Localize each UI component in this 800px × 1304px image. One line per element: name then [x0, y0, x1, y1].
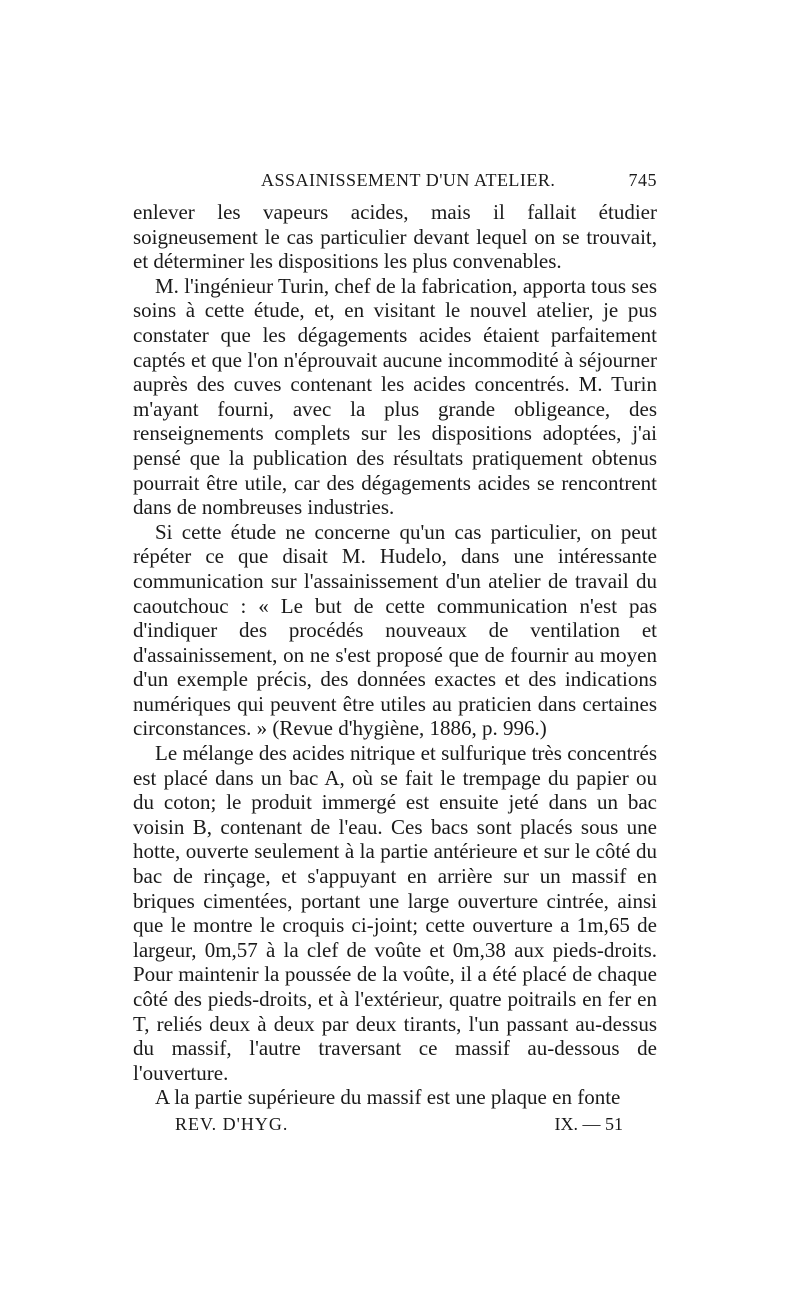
page-number: 745	[628, 170, 657, 190]
paragraph-cast-iron-plate: A la partie supérieure du massif est une plaque en fonte	[155, 1085, 621, 1110]
running-title: ASSAINISSEMENT D'UN ATELIER.	[261, 170, 556, 190]
page-header	[133, 170, 657, 194]
page-footer	[175, 1114, 623, 1142]
paragraph-acid-mixture: Le mélange des acides nitrique et sulfurique très concentrés est placé dans un bac A, où se fait le trempage du papier ou du coton; le produit immergé est ensuite jeté dans un bac voisin B, contenant de l'eau. Ces bacs sont placés sous une hotte, ouverte seulement à la partie antérieure et sur le côté du bac de rinçage, et s'appuyant en arrière sur un massif en briques cimentées, portant une large ouverture cintrée, ainsi que le montre le croquis ci-joint; cette ouverture a 1m,65 de largeur, 0m,57 à la clef de voûte et 0m,38 aux pieds-droits. Pour maintenir la poussée de la voûte, il a été placé de chaque côté des pieds-droits, et à l'extérieur, quatre poitrails en fer en T, reliés deux à deux par deux tirants, l'un passant au-dessus du massif, l'autre traversant ce massif au-dessous de l'ouverture.	[133, 741, 657, 1085]
journal-signature: REV. D'HYG.	[175, 1114, 289, 1134]
paragraph-turin: M. l'ingénieur Turin, chef de la fabrication, apporta tous ses soins à cette étude, et, en visitant le nouvel atelier, je pus constater que les dégagements acides étaient parfaitement captés et que l'on n'éprouvait aucune incommodité à séjourner auprès des cuves contenant les acides concentrés. M. Turin m'ayant fourni, avec la plus grande obligeance, des renseignements complets sur les dispositions adoptées, j'ai pensé que la publication des résultats pratiquement obtenus pourrait être utile, car des dégagements acides se rencontrent dans de nombreuses industries.	[133, 273, 657, 520]
paragraph-hudelo-quote: Si cette étude ne concerne qu'un cas particulier, on peut répéter ce que disait M. Hudelo, dans une intéressante communication sur l'assainissement d'un atelier de travail du caoutchouc : « Le but de cette communication n'est pas d'indiquer des procédés nouveaux de ventilation et d'assainissement, on ne s'est proposé que de fournir au moyen d'un exemple précis, des données exactes et des indications numériques qui peuvent être utiles au praticien dans certaines circonstances. » (Revue d'hygiène, 1886, p. 996.)	[133, 519, 657, 741]
sheet-signature: IX. — 51	[554, 1114, 623, 1134]
paragraph-continuation: enlever les vapeurs acides, mais il fallait étudier soigneusement le cas particulier devant lequel on se trouvait, et déterminer les dispositions les plus convenables.	[133, 200, 657, 274]
body-text	[133, 200, 657, 1110]
